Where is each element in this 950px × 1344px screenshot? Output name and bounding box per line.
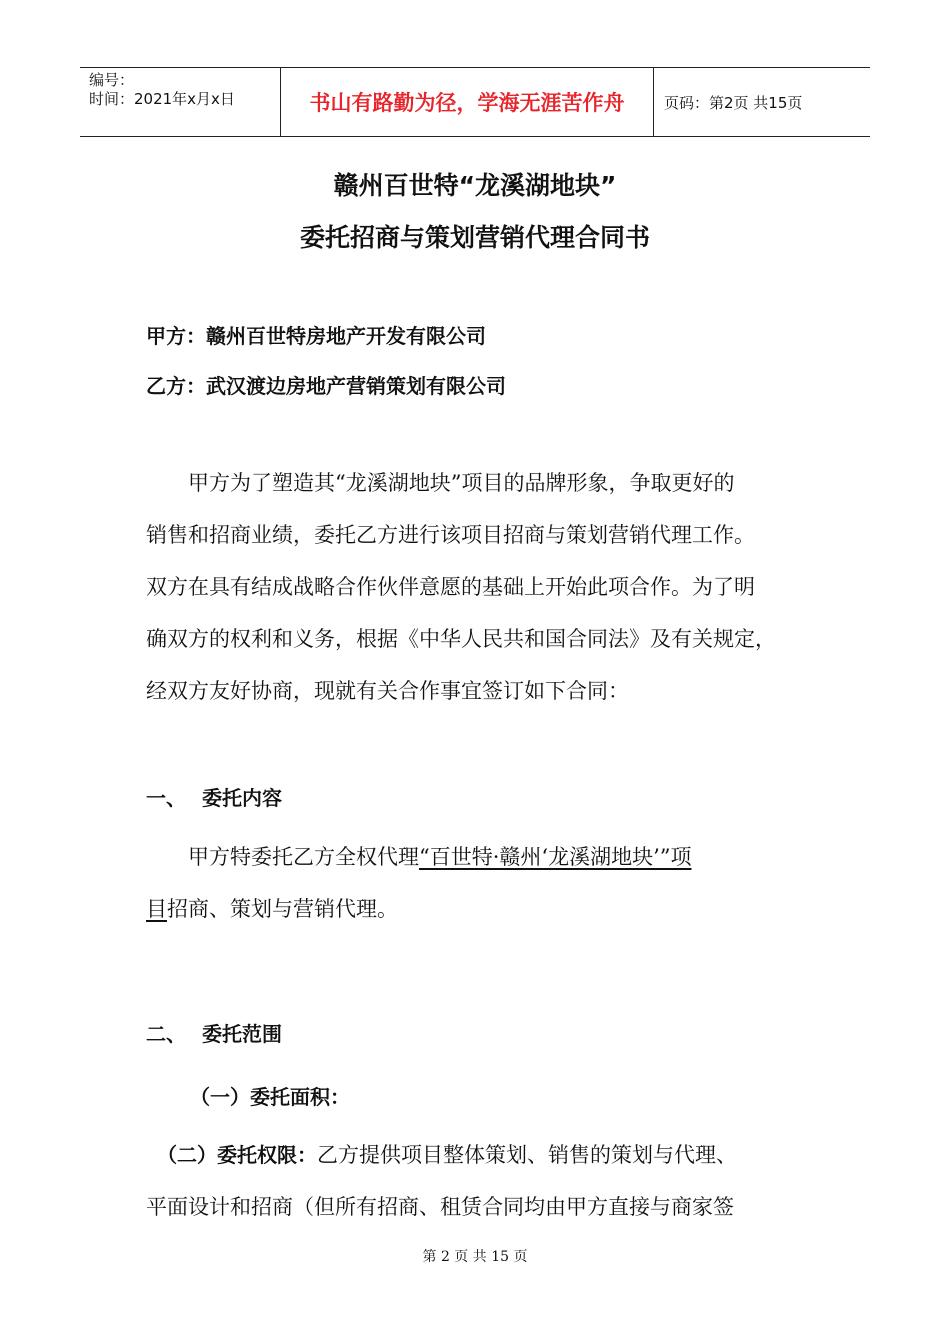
item2-text: 乙方提供项目整体策划、销售的策划与代理、 (317, 1143, 737, 1167)
intro-line: 销售和招商业绩，委托乙方进行该项目招商与策划营销代理工作。 (146, 523, 755, 547)
item2-text-cont: 平面设计和招商（但所有招商、租赁合同均由甲方直接与商家签 (146, 1195, 734, 1219)
doc-title-line2: 委托招商与策划营销代理合同书 (299, 223, 650, 252)
intro-line: 双方在具有结成战略合作伙伴意愿的基础上开始此项合作。为了明 (146, 575, 755, 599)
time-label: 时间：2021年x月x日 (89, 90, 235, 108)
section2-item1: （一）委托面积： (190, 1085, 350, 1109)
page-header (80, 67, 870, 137)
project-name-cont: 目 (146, 897, 167, 921)
serial-label: 编号： (89, 71, 135, 89)
section2-number: 二、 (146, 1022, 186, 1046)
party-b: 乙方：武汉渡边房地产营销策划有限公司 (146, 374, 506, 398)
header-page-code: 页码：第2页 共15页 (664, 93, 803, 112)
section1-paragraph (146, 831, 826, 935)
section1-text-cont: 招商、策划与营销代理。 (167, 897, 398, 921)
page-footer: 第 2 页 共 15 页 (422, 1249, 528, 1265)
party-a: 甲方：赣州百世特房地产开发有限公司 (146, 324, 486, 348)
section1-title: 委托内容 (202, 786, 282, 810)
intro-line: 经双方友好协商，现就有关合作事宜签订如下合同： (146, 679, 629, 703)
project-name: “百世特·赣州‘龙溪湖地块’”项 (419, 845, 692, 869)
intro-line: 甲方为了塑造其“龙溪湖地块”项目的品牌形象，争取更好的 (146, 471, 735, 495)
intro-paragraph (146, 457, 826, 717)
header-left (80, 68, 280, 136)
doc-title-line1: 赣州百世特“龙溪湖地块” (333, 171, 617, 200)
section2-heading (146, 1018, 282, 1047)
section1-number: 一、 (146, 786, 186, 810)
section1-heading (146, 782, 282, 811)
intro-line: 确双方的权利和义务，根据《中华人民共和国合同法》及有关规定， (146, 627, 776, 651)
section2-title: 委托范围 (202, 1022, 282, 1046)
section1-text: 甲方特委托乙方全权代理 (146, 845, 419, 869)
section2-item2 (146, 1129, 826, 1233)
item2-label: （二）委托权限： (167, 1143, 317, 1167)
header-motto: 书山有路勤为径，学海无涯苦作舟 (280, 68, 654, 136)
